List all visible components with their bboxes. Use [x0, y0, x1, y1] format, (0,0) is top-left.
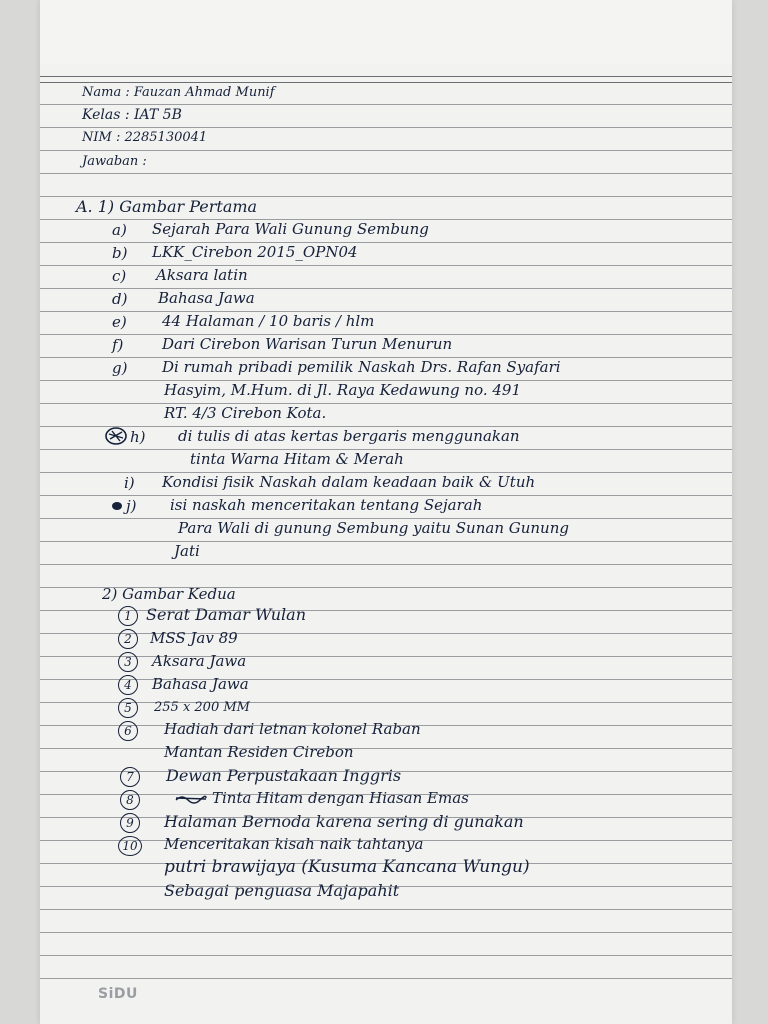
ruled-line [40, 541, 732, 542]
ruled-line [40, 633, 732, 634]
item-text: Aksara Jawa [152, 652, 247, 670]
item-text: Sebagai penguasa Majapahit [164, 881, 400, 900]
student-nim: NIM : 2285130041 [82, 130, 208, 145]
student-class: Kelas : IAT 5B [82, 107, 182, 123]
ruled-line [40, 265, 732, 266]
item-text: Halaman Bernoda karena sering di gunakan [164, 812, 524, 831]
number-circle: 5 [118, 698, 138, 718]
answer-label: Jawaban : [82, 154, 147, 169]
crossed-out-mark-icon [104, 426, 128, 446]
ruled-line [40, 748, 732, 749]
ruled-line [40, 978, 732, 979]
item-label: j) [126, 497, 137, 515]
item-text: Menceritakan kisah naik tahtanya [164, 835, 424, 853]
notebook-page [40, 0, 732, 1024]
ruled-line [40, 173, 732, 174]
item-text: Mantan Residen Cirebon [164, 743, 354, 761]
item-text: 255 x 200 MM [154, 700, 250, 715]
item-text: Dewan Perpustakaan Inggris [166, 766, 402, 785]
student-name: Nama : Fauzan Ahmad Munif [82, 85, 275, 100]
item-text: Hasyim, M.Hum. di Jl. Raya Kedawung no. 491 [164, 381, 522, 399]
ruled-line [40, 403, 732, 404]
section-2-heading: 2) Gambar Kedua [102, 585, 236, 603]
item-label: i) [124, 474, 135, 492]
item-text: Serat Damar Wulan [146, 605, 307, 624]
ruled-line [40, 656, 732, 657]
item-label: e) [112, 313, 127, 331]
item-text: MSS Jav 89 [150, 629, 238, 647]
number-circle: 6 [118, 721, 138, 741]
item-text: Tinta Hitam dengan Hiasan Emas [212, 789, 469, 807]
header-rule [40, 76, 732, 77]
item-text: Kondisi fisik Naskah dalam keadaan baik & Utuh [162, 473, 536, 491]
ruled-line [40, 288, 732, 289]
number-circle: 3 [118, 652, 138, 672]
item-text: LKK_Cirebon 2015_OPN04 [152, 243, 358, 261]
item-label: f) [112, 336, 124, 354]
number-circle: 1 [118, 606, 138, 626]
number-circle: 4 [118, 675, 138, 695]
item-text: Dari Cirebon Warisan Turun Menurun [162, 335, 453, 353]
item-text: Jati [174, 542, 200, 560]
section-a-heading: A. 1) Gambar Pertama [76, 197, 258, 216]
notebook-brand-logo: SiDU [98, 986, 138, 1002]
strikethrough-scribble-icon [174, 792, 208, 806]
ruled-line [40, 679, 732, 680]
number-circle: 8 [120, 790, 140, 810]
item-text: RT. 4/3 Cirebon Kota. [164, 404, 327, 422]
ruled-line [40, 564, 732, 565]
ruled-line [40, 955, 732, 956]
item-label: b) [112, 244, 128, 262]
header-rule [40, 82, 732, 83]
item-text: di tulis di atas kertas bergaris menggunakan [178, 427, 520, 445]
item-text: 44 Halaman / 10 baris / hlm [162, 312, 375, 330]
item-label: c) [112, 267, 127, 285]
ruled-line [40, 610, 732, 611]
ruled-line [40, 932, 732, 933]
number-circle: 2 [118, 629, 138, 649]
item-label: a) [112, 221, 127, 239]
item-label: h) [130, 428, 146, 446]
ruled-line [40, 150, 732, 151]
top-margin [40, 0, 732, 64]
item-text: isi naskah menceritakan tentang Sejarah [170, 496, 483, 514]
item-text: Bahasa Jawa [152, 675, 249, 693]
number-circle: 7 [120, 767, 140, 787]
item-text: Bahasa Jawa [158, 289, 255, 307]
ruled-line [40, 242, 732, 243]
bullet-mark-icon [110, 500, 124, 512]
number-circle: 9 [120, 813, 140, 833]
item-label: g) [112, 359, 128, 377]
ruled-line [40, 909, 732, 910]
number-circle: 10 [118, 836, 142, 856]
item-text: Sejarah Para Wali Gunung Sembung [152, 220, 429, 238]
item-text: tinta Warna Hitam & Merah [190, 450, 404, 468]
ruled-line [40, 311, 732, 312]
item-text: Para Wali di gunung Sembung yaitu Sunan Gunung [178, 519, 569, 537]
item-text: Aksara latin [156, 266, 248, 284]
ruled-line [40, 702, 732, 703]
ruled-line [40, 127, 732, 128]
item-text: Hadiah dari letnan kolonel Raban [164, 720, 421, 738]
item-text: Di rumah pribadi pemilik Naskah Drs. Rafan Syafari [162, 358, 561, 376]
ruled-line [40, 104, 732, 105]
item-text: putri brawijaya (Kusuma Kancana Wungu) [164, 857, 530, 877]
item-label: d) [112, 290, 128, 308]
